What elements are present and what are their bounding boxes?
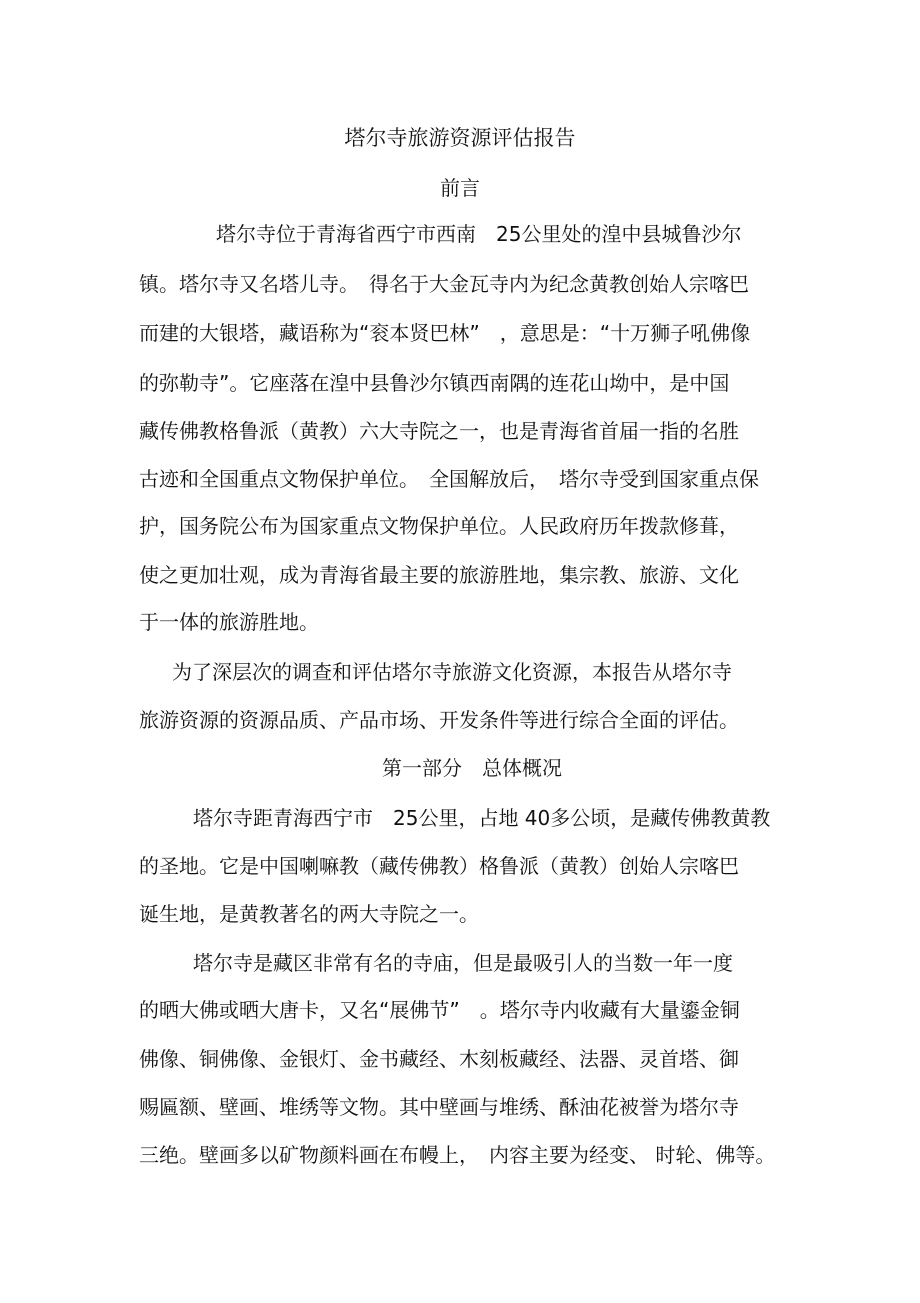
paragraph-line: 佛像、铜佛像、金银灯、金书藏经、木刻板藏经、法器、灵首塔、御 bbox=[139, 1047, 739, 1071]
paragraph-line: 塔尔寺距青海西宁市 25公里，占地 40多公顷，是藏传佛教黄教 bbox=[193, 806, 771, 830]
paragraph-line: 三绝。壁画多以矿物颜料画在布幔上， 内容主要为经变、 时轮、佛等。 bbox=[139, 1143, 776, 1167]
paragraph-line: 护，国务院公布为国家重点文物保护单位。人民政府历年拨款修葺， bbox=[139, 514, 739, 538]
paragraph-line: 藏传佛教格鲁派（黄教）六大寺院之一，也是青海省首届一指的名胜 bbox=[139, 419, 739, 443]
paragraph-line: 的弥勒寺”。它座落在湟中县鲁沙尔镇西南隅的连花山坳中，是中国 bbox=[139, 371, 730, 395]
preface-heading: 前言 bbox=[440, 176, 480, 200]
paragraph-line: 而建的大银塔，藏语称为“衮本贤巴林” ，意思是：“十万狮子吼佛像 bbox=[139, 321, 751, 345]
paragraph-line: 古迹和全国重点文物保护单位。 全国解放后， 塔尔寺受到国家重点保 bbox=[139, 467, 759, 491]
paragraph-line: 为了深层次的调查和评估塔尔寺旅游文化资源，本报告从塔尔寺 bbox=[172, 660, 732, 684]
paragraph-line: 诞生地，是黄教著名的两大寺院之一。 bbox=[139, 902, 479, 926]
paragraph-line: 于一体的旅游胜地。 bbox=[139, 610, 319, 634]
paragraph-line: 塔尔寺位于青海省西宁市西南 25公里处的湟中县城鲁沙尔 bbox=[216, 222, 742, 246]
paragraph-line: 赐匾额、壁画、堆绣等文物。其中壁画与堆绣、酥油花被誉为塔尔寺 bbox=[139, 1095, 739, 1119]
document-title: 塔尔寺旅游资源评估报告 bbox=[344, 126, 576, 150]
paragraph-line: 的圣地。它是中国喇嘛教（藏传佛教）格鲁派（黄教）创始人宗喀巴 bbox=[139, 854, 739, 878]
paragraph-line: 镇。塔尔寺又名塔儿寺。 得名于大金瓦寺内为纪念黄教创始人宗喀巴 bbox=[139, 272, 749, 296]
paragraph-line: 塔尔寺是藏区非常有名的寺庙，但是最吸引人的当数一年一度 bbox=[193, 951, 733, 975]
paragraph-line: 旅游资源的资源品质、产品市场、开发条件等进行综合全面的评估。 bbox=[139, 708, 739, 732]
paragraph-line: 使之更加壮观，成为青海省最主要的旅游胜地，集宗教、旅游、文化 bbox=[139, 563, 739, 587]
part1-heading: 第一部分 总体概况 bbox=[382, 756, 562, 780]
paragraph-line: 的晒大佛或晒大唐卡，又名“展佛节” 。塔尔寺内收藏有大量鎏金铜 bbox=[139, 998, 740, 1022]
